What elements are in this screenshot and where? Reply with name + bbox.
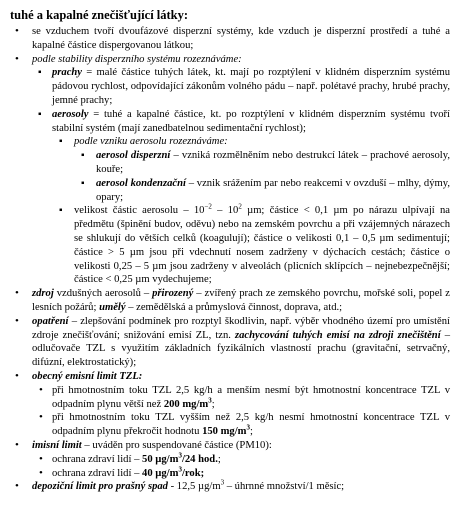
aerosol-origin-item: ▪ podle vzniku aerosolu rozeznáváme: ▪ aerosol disperzní – vzniká rozmělněním nebo destrukcí látek – prachové aerosoly, kouře; ▪ aerosol kondenzační – vznik srážením par nebo reakcemi v ovzduší – mlhy, dýmy, opary; [52,135,450,204]
prachy-item: ▪ prachy = malé částice tuhých látek, kt. mají po rozptýlení v klidném disperzním systému pádovou rychlost, odpovídající zákonům volného pádu – např. polétavé prachy, hrubé prachy, jemné prachy; [32,66,450,107]
intro-item: • se vzduchem tvoří dvoufázové disperzní systémy, kde vzduch je disperzní prostředí a tuhé a kapalné částice dispergovanou látkou; [8,25,450,53]
deposition-limit-item: • depoziční limit pro prašný spad - 12,5 $\mu g/m^3$ – úhrnné množství/1 měsíc; [8,480,450,494]
aerosol-dispersni-item: ▪ aerosol disperzní – vzniká rozmělněním nebo destrukcí látek – prachové aerosoly, kouře; [74,149,450,177]
main-list [8,25,450,494]
measures-item: • opatření – zlepšování podmínek pro rozptyl škodlivin, např. výběr vhodného území pro umístění zdroje znečišťování; snižování emisí ZL, tzn. zachycování tuhých emisí na zdroji znečištění – odlučovače TZL s využitím základních fyzikálních vlastností prachu (gravitační, setrvačný, difúzní, elektrostatický); [8,315,450,370]
aerosol-origin-sublist [74,149,450,204]
immission-limit-item: • imisní limit – uváděn pro suspendované částice (PM10): • ochrana zdraví lidí – 50 $\mu g/m^3/24$ hod.; • ochrana zdraví lidí – 40 $\mu g/m^3$/rok; [8,439,450,480]
sources-item: • zdroj vzdušných aerosolů – přirozený – zvířený prach ze zemského povrchu, mořské soli, popel z lesních požárů; umělý – zemědělská a průmyslová činnost, doprava, atd.; [8,287,450,315]
stability-label: podle stability disperzního systému rozeznáváme: [32,53,242,65]
immission-limit-year: • ochrana zdraví lidí – 40 $\mu g/m^3$/rok; [32,467,450,481]
aerosol-sublist [52,135,450,287]
emission-limit-high: • při hmotnostním toku TZL vyšším než 2,5 kg/h nesmí hmotnostní koncentrace TZL v odpadním plynu překročit hodnotu 150 $mg/m^3$; [32,411,450,439]
aerosol-kondenzacni-item: ▪ aerosol kondenzační – vznik srážením par nebo reakcemi v ovzduší – mlhy, dýmy, opary; [74,177,450,205]
emission-limit-sublist [32,384,450,439]
section-title: tuhé a kapalné znečišťující látky: [10,8,189,22]
aerosoly-item: ▪ aerosoly = tuhé a kapalné částice, kt. po rozptýlení v klidném disperzním systému tvoří stabilní systém (mají zanedbatelnou sedimentační rychlost); ▪ podle vzniku aerosolu rozeznáváme: ▪ aerosol disperzní – vzniká rozmělněním nebo destrukcí látek – prachové aerosoly, kouře; ▪ aerosol kondenzační – vznik srážením par nebo reakcemi v ovzduší – mlhy, dýmy, opary; ▪ velikost částic aerosolu – $10^{-2} - 10^2$ µm; částice < 0,1 µm po nárazu ulpívají na předmětu (špinění budov, oděvu) nebo na zemském povrchu a při vzájemných nárazech se shlukují do větších celků (koagulují); částice o velikosti 0,1 – 0,5 µm sedimentují; částice > 5 µm jsou při vdechnutí nosem zadrženy v dýchacích cestách; částice o velikosti 0,25 – 5 µm jsou zadrženy v alveolách (plicních sklípcích – nejnebezpečnější; částice < 0,25 µm vydechujeme; [32,108,450,287]
immission-limit-sublist [32,453,450,481]
aerosol-size-item: ▪ velikost částic aerosolu – $10^{-2} - 10^2$ µm; částice < 0,1 µm po nárazu ulpívají na předmětu (špinění budov, oděvu) nebo na zemském povrchu a při vzájemných nárazech se shlukují do větších celků (koagulují); částice o velikosti 0,1 – 0,5 µm sedimentují; částice > 5 µm jsou při vdechnutí nosem zadrženy v dýchacích cestách; částice o velikosti 0,25 – 5 µm jsou zadrženy v alveolách (plicních sklípcích – nejnebezpečnější; částice < 0,25 µm vydechujeme; [52,204,450,287]
emission-limit-low: • při hmotnostním toku TZL 2,5 kg/h a menším nesmí být hmotnostní koncentrace TZL v odpadním plynu větší než 200 $mg/m^3$; [32,384,450,412]
stability-item [8,53,450,288]
stability-sublist [32,66,450,287]
immission-limit-day: • ochrana zdraví lidí – 50 $\mu g/m^3/24$ hod.; [32,453,450,467]
emission-limit-item: • obecný emisní limit TZL: • při hmotnostním toku TZL 2,5 kg/h a menším nesmí být hmotnostní koncentrace TZL v odpadním plynu větší než 200 $mg/m^3$; • při hmotnostním toku TZL vyšším než 2,5 kg/h nesmí hmotnostní koncentrace TZL v odpadním plynu překročit hodnotu 150 $mg/m^3$; [8,370,450,439]
